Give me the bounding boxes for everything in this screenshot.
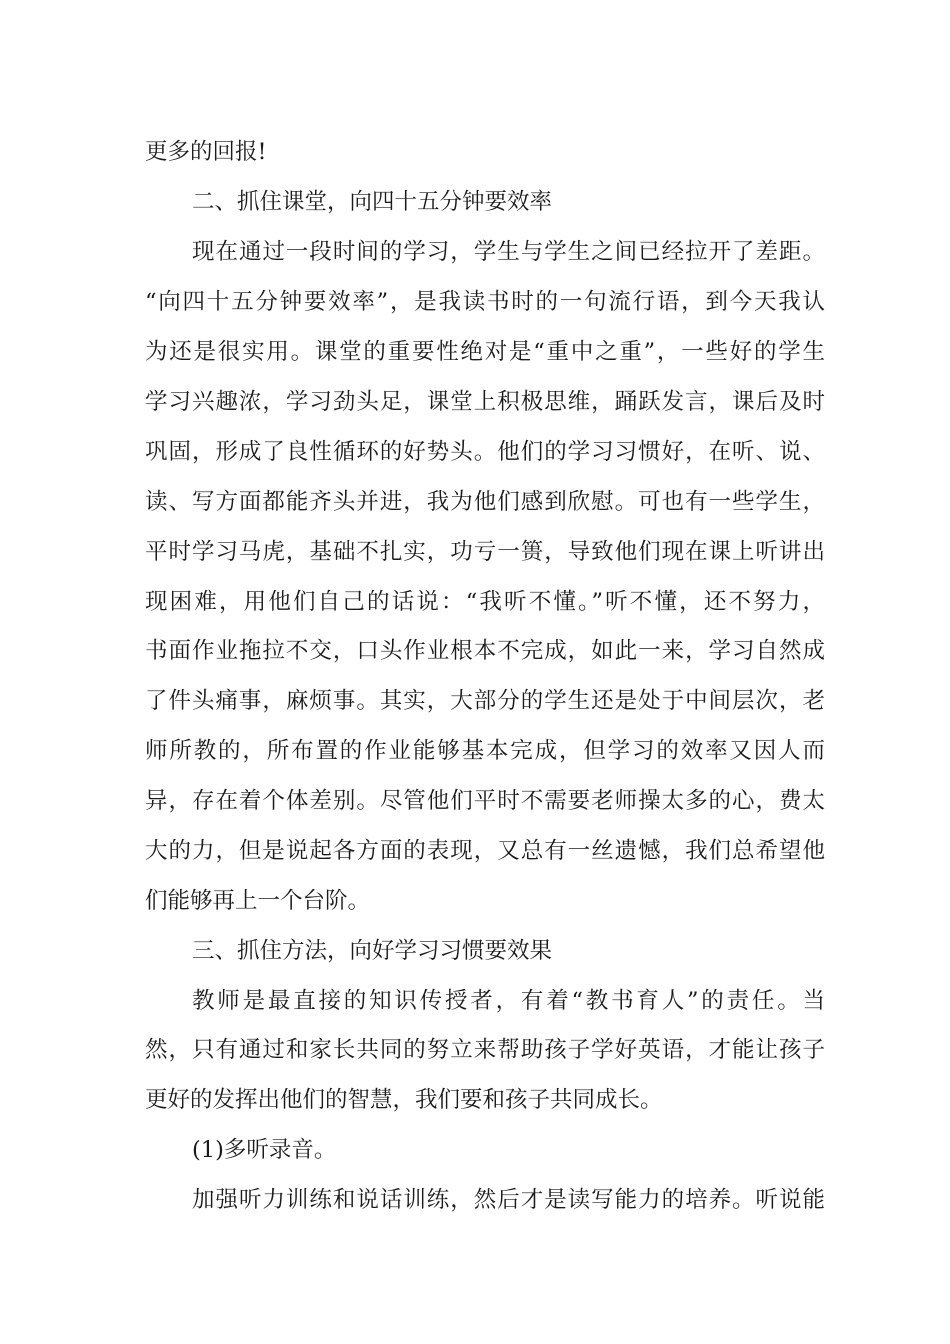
text-line: 异，存在着个体差别。尽管他们平时不需要老师操太多的心，费太 [145,788,825,814]
text-line: 更多的回报! [145,139,267,165]
text-line: 读、写方面都能齐头并进，我为他们感到欣慰。可也有一些学生， [145,489,825,515]
text-line: 们能够再上一个台阶。 [145,888,371,914]
text-line: 加强听力训练和说话训练，然后才是读写能力的培养。听说能 [192,1187,825,1213]
text-line: 为还是很实用。课堂的重要性绝对是“重中之重”，一些好的学生 [145,339,825,365]
text-line: 巩固，形成了良性循环的好势头。他们的学习习惯好，在听、说、 [145,439,825,465]
text-line: 学习兴趣浓，学习劲头足，课堂上积极思维，踊跃发言，课后及时 [145,389,825,415]
text-line: 大的力，但是说起各方面的表现，又总有一丝遗憾，我们总希望他 [145,838,825,864]
text-line: 了件头痛事，麻烦事。其实，大部分的学生还是处于中间层次，老 [145,688,825,714]
text-line: 现在通过一段时间的学习，学生与学生之间已经拉开了差距。 [192,239,825,265]
text-line: 平时学习马虎，基础不扎实，功亏一篑，导致他们现在课上听讲出 [145,539,825,565]
section-heading: 三、抓住方法，向好学习习惯要效果 [192,938,553,964]
section-heading: 二、抓住课堂，向四十五分钟要效率 [192,189,553,215]
text-line: 师所教的，所布置的作业能够基本完成，但学习的效率又因人而 [145,738,825,764]
text-line: “向四十五分钟要效率”，是我读书时的一句流行语，到今天我认 [145,289,825,315]
text-line: 然，只有通过和家长共同的努立来帮助孩子学好英语，才能让孩子 [145,1037,825,1063]
list-item-heading: (1)多听录音。 [192,1137,337,1163]
text-line: 现困难，用他们自己的话说：“我听不懂。”听不懂，还不努力， [145,589,825,615]
text-line: 更好的发挥出他们的智慧，我们要和孩子共同成长。 [145,1087,663,1113]
text-line: 教师是最直接的知识传授者，有着“教书育人”的责任。当 [192,988,825,1014]
text-line: 书面作业拖拉不交，口头作业根本不完成，如此一来，学习自然成 [145,638,825,664]
